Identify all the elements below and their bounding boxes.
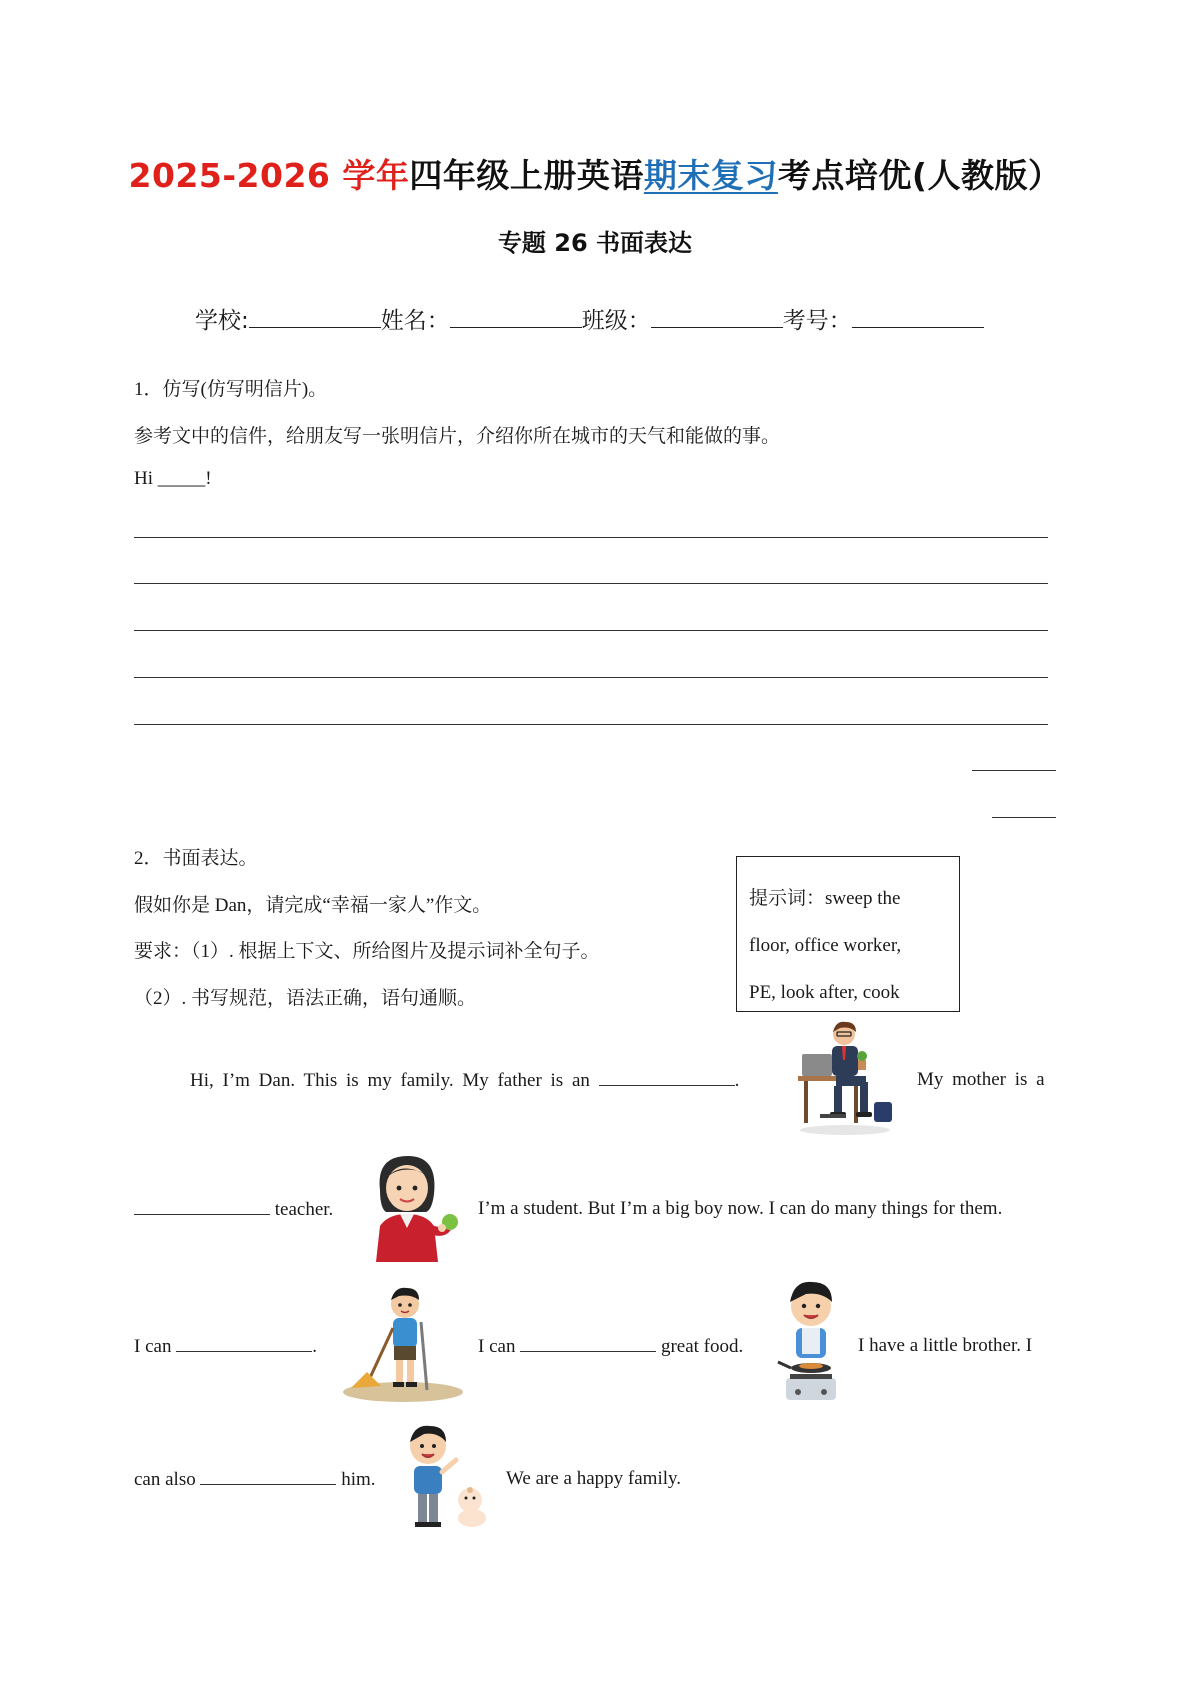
sentence-brother: I have a little brother. I	[858, 1335, 1033, 1356]
class-label: 班级：	[581, 308, 651, 334]
sentence-text: great food.	[660, 1336, 744, 1357]
page-title	[0, 150, 1190, 197]
title-review: 期末复习	[643, 156, 778, 195]
writing-line[interactable]	[134, 677, 1048, 678]
sentence-mother	[134, 1198, 333, 1221]
sentence-look-after	[134, 1468, 376, 1491]
hint-line: floor, office worker,	[749, 935, 902, 956]
q2-line3: （2）. 书写规范，语法正确，语句通顺。	[134, 988, 477, 1009]
answer-blank-father[interactable]	[599, 1069, 735, 1086]
sentence-text: .	[312, 1336, 317, 1357]
name-blank[interactable]	[450, 307, 582, 328]
mother-teacher-image	[362, 1150, 462, 1262]
q2-line1: 假如你是 Dan，请完成“幸福一家人”作文。	[134, 895, 492, 916]
boy-sweeping-image	[337, 1286, 465, 1404]
sentence-father	[190, 1069, 739, 1092]
name-label: 姓名：	[380, 308, 450, 334]
boy-cooking-image	[776, 1278, 846, 1412]
sentence-mother-start: My mother is a	[917, 1069, 1045, 1090]
boy-with-baby-image	[398, 1420, 496, 1532]
sentence-text: can also	[134, 1469, 196, 1490]
sentence-text: I can	[134, 1336, 172, 1357]
answer-blank-mother[interactable]	[134, 1198, 270, 1215]
sentence-happy-family: We are a happy family.	[506, 1468, 682, 1489]
school-label: 学校:	[195, 308, 249, 334]
exam-no-blank[interactable]	[852, 307, 984, 328]
closing-line[interactable]	[972, 770, 1056, 771]
title-grade: 四年级上册英语	[409, 156, 644, 195]
answer-blank-sweep[interactable]	[176, 1335, 312, 1352]
q2-heading: 2．书面表达。	[134, 848, 258, 869]
q1-greeting: Hi _____!	[134, 468, 212, 489]
class-blank[interactable]	[651, 307, 783, 328]
sentence-text: teacher.	[274, 1199, 334, 1220]
title-edition: 考点培优(人教版）	[777, 156, 1062, 195]
hint-line: 提示词：sweep the	[749, 888, 901, 909]
writing-line[interactable]	[134, 724, 1048, 725]
sentence-student: I’m a student. But I’m a big boy now. I can do many things for them.	[478, 1198, 1003, 1219]
signature-line[interactable]	[992, 817, 1056, 818]
title-year: 2025-2026 学年	[128, 156, 410, 195]
writing-line[interactable]	[134, 537, 1048, 538]
sentence-sweep	[134, 1335, 317, 1358]
exam-no-label: 考号：	[782, 308, 852, 334]
sentence-text: I can	[478, 1336, 516, 1357]
student-info-row	[195, 302, 984, 335]
sentence-cook	[478, 1335, 743, 1358]
q1-instruction: 参考文中的信件，给朋友写一张明信片，介绍你所在城市的天气和能做的事。	[134, 426, 781, 447]
hint-line: PE, look after, cook	[749, 982, 900, 1003]
office-worker-image	[790, 1018, 898, 1136]
page-subtitle: 专题 26 书面表达	[497, 229, 693, 257]
answer-blank-cook[interactable]	[520, 1335, 656, 1352]
writing-line[interactable]	[134, 583, 1048, 584]
writing-line[interactable]	[134, 630, 1048, 631]
q2-line2: 要求：（1）. 根据上下文、所给图片及提示词补全句子。	[134, 941, 600, 962]
q1-heading: 1．仿写(仿写明信片)。	[134, 379, 328, 400]
answer-blank-look-after[interactable]	[200, 1468, 336, 1485]
sentence-text: him.	[341, 1469, 376, 1490]
hint-box	[736, 856, 960, 1012]
sentence-text: .	[734, 1070, 740, 1091]
sentence-text: Hi, I’m Dan. This is my family. My father is an	[190, 1070, 590, 1091]
school-blank[interactable]	[249, 307, 381, 328]
